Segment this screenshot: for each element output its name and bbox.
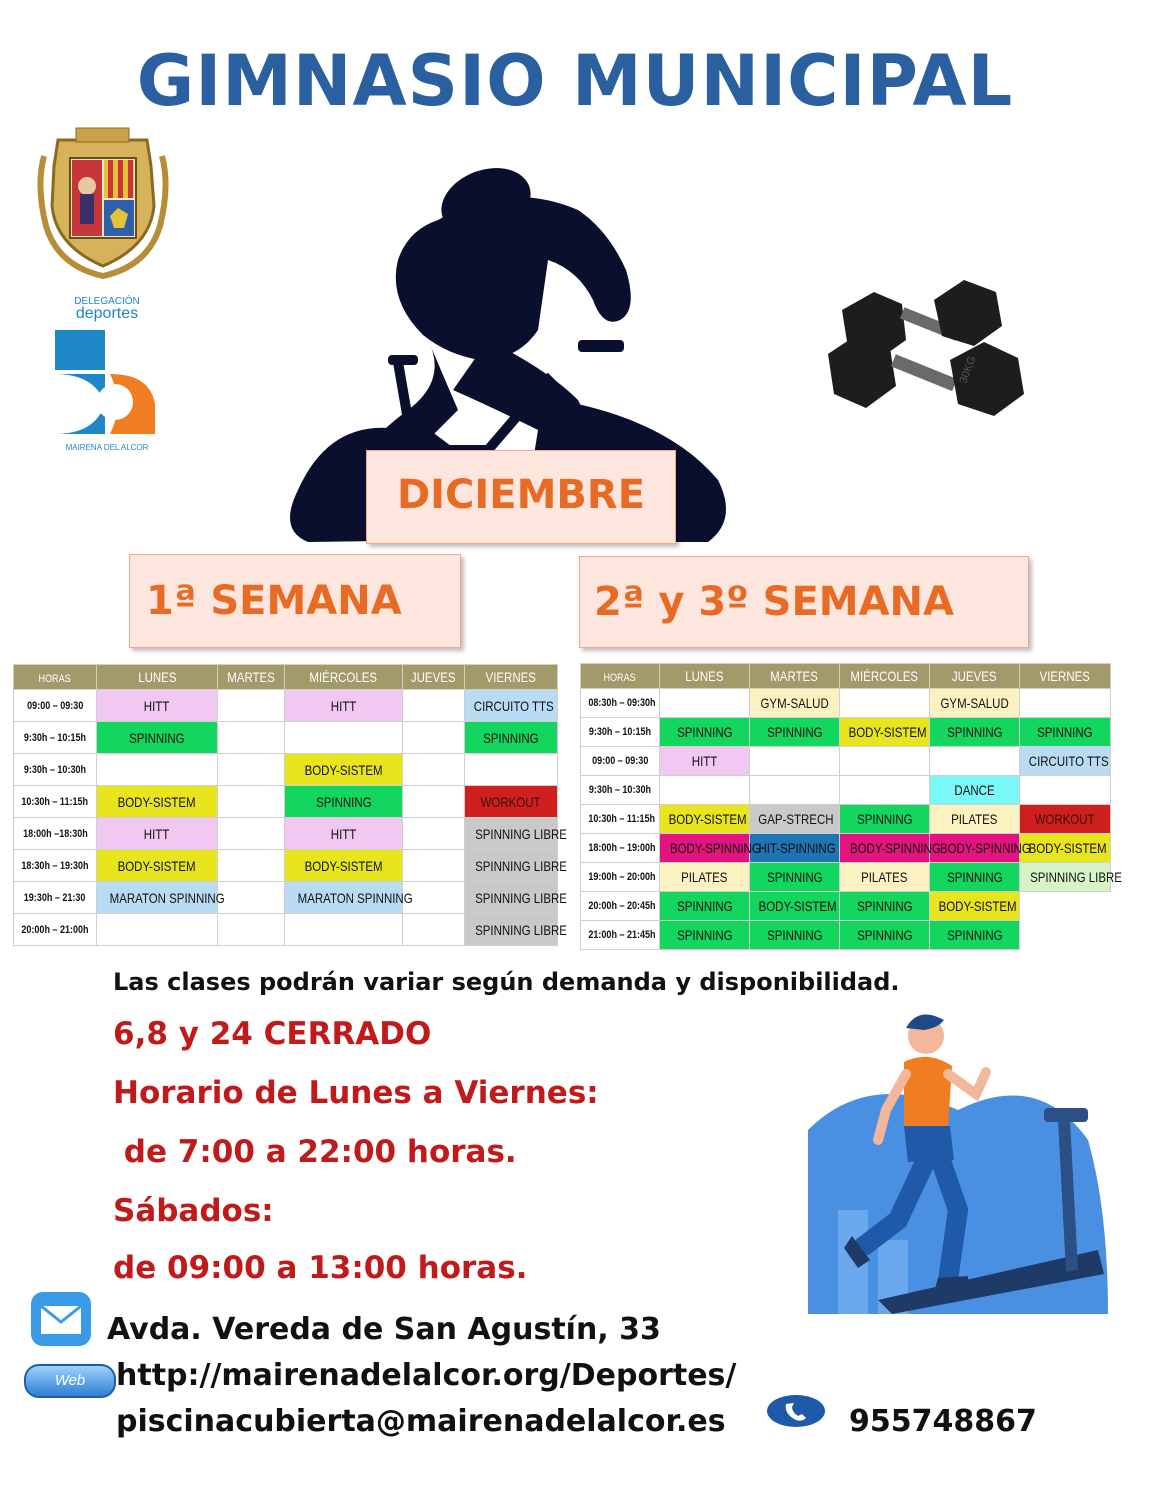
- table-row: [14, 914, 558, 946]
- hour-cell: [581, 921, 660, 950]
- class-cell: [465, 786, 558, 818]
- table-row: [14, 882, 558, 914]
- month-banner: DICIEMBRE: [366, 450, 676, 544]
- class-cell: [930, 776, 1020, 805]
- class-label: BODY-SISTEM: [1028, 840, 1107, 856]
- class-cell: [465, 850, 567, 882]
- hour-label: 9:30h – 10:30h: [23, 763, 87, 776]
- column-header-label: JUEVES: [411, 669, 456, 685]
- class-label: SPINNING: [946, 724, 1003, 740]
- class-cell: [750, 689, 840, 718]
- class-label: BODY-SISTEM: [758, 898, 837, 914]
- class-label: BODY-SISTEM: [848, 724, 927, 740]
- class-cell: [285, 786, 403, 818]
- class-label: HITT: [144, 697, 170, 714]
- class-label: DANCE: [954, 782, 995, 798]
- table-header-row: [581, 664, 1111, 689]
- hour-label: 10:30h – 11:15h: [588, 813, 656, 825]
- class-cell: [660, 718, 750, 747]
- class-cell: [97, 914, 218, 946]
- class-cell: [660, 892, 750, 921]
- class-cell: [285, 722, 403, 754]
- dumbbell-weight-label: 30KG: [957, 354, 979, 386]
- website-link[interactable]: http://mairenadelalcor.org/Deportes/: [116, 1358, 737, 1393]
- class-cell: [97, 882, 225, 914]
- class-label: WORKOUT: [481, 793, 541, 810]
- hour-cell: [14, 754, 97, 786]
- class-label: BODY-SPINNING: [939, 840, 1031, 856]
- table-row: [581, 921, 1111, 950]
- page-title: GIMNASIO MUNICIPAL: [136, 40, 1014, 122]
- class-label: BODY-SISTEM: [117, 857, 197, 874]
- hour-cell: [581, 747, 660, 776]
- hour-cell: [14, 690, 97, 722]
- class-cell: [840, 805, 930, 834]
- class-label: SPINNING: [946, 927, 1003, 943]
- class-label: SPINNING LIBRE: [475, 889, 567, 906]
- class-label: BODY-SISTEM: [304, 761, 383, 778]
- class-cell: [285, 818, 403, 850]
- class-label: SPINNING: [766, 724, 823, 740]
- class-label: BODY-SISTEM: [117, 793, 197, 810]
- class-cell: [750, 834, 840, 863]
- class-cell: [403, 722, 465, 754]
- class-label: SPINNING LIBRE: [475, 921, 567, 938]
- phone-icon: [766, 1394, 826, 1428]
- deportes-logo-name: deportes: [75, 305, 139, 322]
- class-label: SPINNING: [946, 869, 1003, 885]
- class-cell: [465, 818, 567, 850]
- class-label: BODY-SPINNING: [669, 840, 761, 856]
- hour-label: 19:00h – 20:00h: [588, 871, 656, 883]
- class-label: BODY-SISTEM: [938, 898, 1017, 914]
- class-cell: [930, 863, 1020, 892]
- column-header-2: [750, 664, 840, 689]
- class-label: WORKOUT: [1035, 811, 1095, 827]
- class-label: HITT: [330, 825, 357, 842]
- column-header-3: [285, 665, 403, 690]
- address: Avda. Vereda de San Agustín, 33: [107, 1312, 661, 1347]
- class-cell: [840, 689, 930, 718]
- hour-label: 20:00h – 21:00h: [21, 923, 89, 936]
- class-cell: [1020, 776, 1111, 805]
- class-label: SPINNING: [766, 869, 823, 885]
- class-cell: [930, 834, 1031, 863]
- hour-cell: [14, 786, 97, 818]
- hour-cell: [581, 776, 660, 805]
- table-row: [14, 722, 558, 754]
- class-cell: [218, 722, 285, 754]
- class-label: SPINNING: [766, 927, 823, 943]
- table-row: [14, 818, 558, 850]
- column-header-0: [14, 665, 97, 690]
- class-label: PILATES: [951, 811, 998, 827]
- web-icon: Web: [24, 1364, 116, 1398]
- class-cell: [218, 754, 285, 786]
- class-cell: [840, 834, 941, 863]
- class-cell: [930, 805, 1020, 834]
- class-cell: [218, 914, 285, 946]
- class-label: BODY-SISTEM: [668, 811, 747, 827]
- weekday-hours-label: Horario de Lunes a Viernes:: [113, 1075, 599, 1111]
- class-cell: [930, 921, 1020, 950]
- hour-label: 10:30h – 11:15h: [21, 795, 89, 808]
- column-header-0: [581, 664, 660, 689]
- class-label: SPINNING: [1037, 724, 1093, 740]
- table-row: [581, 747, 1111, 776]
- column-header-label: LUNES: [137, 669, 177, 685]
- schedule-table-week23: [580, 663, 1122, 950]
- table-row: [581, 805, 1111, 834]
- closed-days: 6,8 y 24 CERRADO: [113, 1016, 432, 1052]
- deportes-logo-bottom-text: MAIRENA DEL ALCOR: [65, 443, 149, 452]
- column-header-4: [930, 664, 1020, 689]
- class-cell: [97, 786, 218, 818]
- hour-cell: [581, 805, 660, 834]
- hour-label: 9:30h – 10:15h: [588, 726, 652, 738]
- class-cell: [750, 863, 840, 892]
- hour-cell: [14, 722, 97, 754]
- class-cell: [285, 914, 403, 946]
- class-cell: [660, 863, 750, 892]
- class-cell: [465, 882, 567, 914]
- class-cell: [403, 786, 465, 818]
- hour-label: 09:00 – 09:30: [591, 755, 649, 767]
- saturday-label: Sábados:: [113, 1193, 274, 1229]
- class-cell: [750, 805, 840, 834]
- column-header-label: MIÉRCOLES: [850, 668, 919, 684]
- class-cell: [1020, 805, 1111, 834]
- class-cell: [840, 892, 930, 921]
- class-cell: [218, 882, 285, 914]
- column-header-2: [218, 665, 285, 690]
- week23-banner: 2ª y 3º SEMANA: [579, 556, 1029, 648]
- column-header-3: [840, 664, 930, 689]
- class-cell: [930, 892, 1020, 921]
- class-cell: [660, 834, 761, 863]
- table-row: [581, 892, 1111, 921]
- class-label: HITT: [144, 825, 170, 842]
- class-cell: [465, 754, 558, 786]
- column-header-label: VIERNES: [485, 669, 537, 685]
- class-cell: [660, 747, 750, 776]
- class-cell: [660, 776, 750, 805]
- class-label: SPINNING LIBRE: [1030, 869, 1122, 885]
- table-header-row: [14, 665, 558, 690]
- class-label: SPINNING: [856, 898, 913, 914]
- class-cell: [403, 818, 465, 850]
- week1-banner: 1ª SEMANA: [129, 554, 461, 648]
- table-row: [14, 754, 558, 786]
- class-cell: [750, 718, 840, 747]
- column-header-label: MIÉRCOLES: [309, 669, 378, 685]
- class-label: HIT-SPINNING: [758, 840, 836, 856]
- email-icon: [29, 1290, 93, 1348]
- email-address[interactable]: piscinacubierta@mairenadelalcor.es: [116, 1404, 726, 1439]
- class-cell: [660, 805, 750, 834]
- class-cell: [1020, 863, 1122, 892]
- class-cell: [403, 914, 465, 946]
- column-header-1: [660, 664, 750, 689]
- column-header-label: MARTES: [770, 668, 819, 684]
- class-cell: [97, 850, 218, 882]
- table-row: [581, 776, 1111, 805]
- class-cell: [285, 850, 403, 882]
- class-cell: [840, 863, 930, 892]
- hour-cell: [14, 818, 97, 850]
- class-label: SPINNING: [676, 927, 733, 943]
- class-cell: [97, 818, 218, 850]
- class-cell: [97, 722, 218, 754]
- class-label: PILATES: [861, 869, 908, 885]
- class-cell: [840, 747, 930, 776]
- class-label: SPINNING LIBRE: [475, 857, 567, 874]
- class-label: GYM-SALUD: [760, 695, 829, 711]
- class-cell: [285, 882, 413, 914]
- class-cell: [840, 718, 930, 747]
- class-label: MARATON SPINNING: [297, 889, 413, 906]
- class-cell: [930, 718, 1020, 747]
- class-label: PILATES: [681, 869, 728, 885]
- phone-number[interactable]: 955748867: [849, 1404, 1037, 1439]
- table-row: [14, 850, 558, 882]
- class-cell: [930, 747, 1020, 776]
- table-row: [581, 863, 1111, 892]
- hour-label: 9:30h – 10:30h: [588, 784, 652, 796]
- hour-label: 21:00h – 21:45h: [588, 929, 656, 941]
- hour-cell: [581, 892, 660, 921]
- saturday-hours: de 09:00 a 13:00 horas.: [113, 1250, 528, 1286]
- table-row: [581, 689, 1111, 718]
- class-label: CIRCUITO TTS: [1028, 753, 1109, 769]
- class-cell: [218, 690, 285, 722]
- class-cell: [403, 690, 465, 722]
- class-cell: [465, 722, 558, 754]
- column-header-1: [97, 665, 218, 690]
- class-cell: [97, 690, 218, 722]
- class-label: SPINNING: [483, 729, 539, 746]
- class-label: BODY-SPINNING: [849, 840, 941, 856]
- hour-label: 18:00h –18:30h: [22, 827, 88, 840]
- weekday-hours: de 7:00 a 22:00 horas.: [113, 1134, 517, 1170]
- table-row: [581, 834, 1111, 863]
- class-cell: [285, 754, 403, 786]
- class-label: CIRCUITO TTS: [473, 697, 554, 714]
- class-cell: [750, 892, 840, 921]
- column-header-5: [465, 665, 558, 690]
- class-label: HITT: [691, 753, 718, 769]
- column-header-label: LUNES: [685, 668, 724, 684]
- hour-label: 08:30h – 09:30h: [588, 697, 656, 709]
- class-label: MARATON SPINNING: [109, 889, 225, 906]
- class-cell: [403, 754, 465, 786]
- column-header-label: HORAS: [38, 673, 72, 685]
- class-label: GYM-SALUD: [940, 695, 1009, 711]
- class-cell: [750, 747, 840, 776]
- class-cell: [660, 921, 750, 950]
- class-cell: [218, 786, 285, 818]
- hour-cell: [581, 718, 660, 747]
- hour-label: 20:00h – 20:45h: [588, 900, 656, 912]
- class-label: SPINNING: [856, 927, 913, 943]
- column-header-label: HORAS: [603, 672, 637, 684]
- hour-cell: [14, 914, 97, 946]
- class-cell: [840, 921, 930, 950]
- class-cell: [930, 689, 1020, 718]
- hour-label: 19:30h – 21:30: [24, 891, 86, 904]
- class-cell: [218, 850, 285, 882]
- column-header-label: VIERNES: [1039, 668, 1091, 684]
- deportes-logo-top-text: DELEGACIÓN: [74, 296, 140, 307]
- column-header-label: MARTES: [227, 669, 275, 685]
- class-label: GAP-STRECH: [758, 811, 834, 827]
- class-cell: [465, 914, 567, 946]
- hour-cell: [14, 850, 97, 882]
- class-cell: [218, 818, 285, 850]
- class-label: BODY-SISTEM: [304, 857, 383, 874]
- class-cell: [403, 850, 465, 882]
- class-label: SPINNING: [676, 724, 733, 740]
- class-cell: [1020, 718, 1111, 747]
- coat-of-arms-logo: [36, 126, 169, 278]
- hour-cell: [581, 863, 660, 892]
- deportes-logo: [55, 294, 160, 454]
- hour-cell: [581, 689, 660, 718]
- class-cell: [465, 690, 558, 722]
- class-cell: [1020, 689, 1111, 718]
- class-cell: [97, 754, 218, 786]
- hour-label: 18:00h – 19:00h: [588, 842, 656, 854]
- class-label: SPINNING: [676, 898, 733, 914]
- class-label: HITT: [330, 697, 357, 714]
- treadmill-runner-image: [808, 1010, 1108, 1314]
- column-header-4: [403, 665, 465, 690]
- hour-label: 9:30h – 10:15h: [23, 731, 87, 744]
- schedule-note: Las clases podrán variar según demanda y disponibilidad.: [113, 968, 900, 996]
- column-header-label: JUEVES: [952, 668, 997, 684]
- hour-label: 18:30h – 19:30h: [21, 859, 89, 872]
- class-cell: [285, 690, 403, 722]
- class-cell: [1020, 921, 1111, 950]
- table-row: [14, 690, 558, 722]
- class-label: SPINNING: [129, 729, 185, 746]
- class-cell: [750, 776, 840, 805]
- class-cell: [1020, 747, 1111, 776]
- class-label: SPINNING: [856, 811, 913, 827]
- hour-cell: [14, 882, 97, 914]
- class-label: SPINNING: [315, 793, 372, 810]
- class-label: SPINNING LIBRE: [475, 825, 567, 842]
- schedule-table-week1: [13, 664, 567, 946]
- class-cell: [840, 776, 930, 805]
- class-cell: [1020, 834, 1111, 863]
- table-row: [14, 786, 558, 818]
- hour-label: 09:00 – 09:30: [26, 699, 84, 712]
- class-cell: [750, 921, 840, 950]
- hour-cell: [581, 834, 660, 863]
- column-header-5: [1020, 664, 1111, 689]
- class-cell: [660, 689, 750, 718]
- dumbbells-image: [824, 270, 1028, 434]
- class-cell: [1020, 892, 1111, 921]
- table-row: [581, 718, 1111, 747]
